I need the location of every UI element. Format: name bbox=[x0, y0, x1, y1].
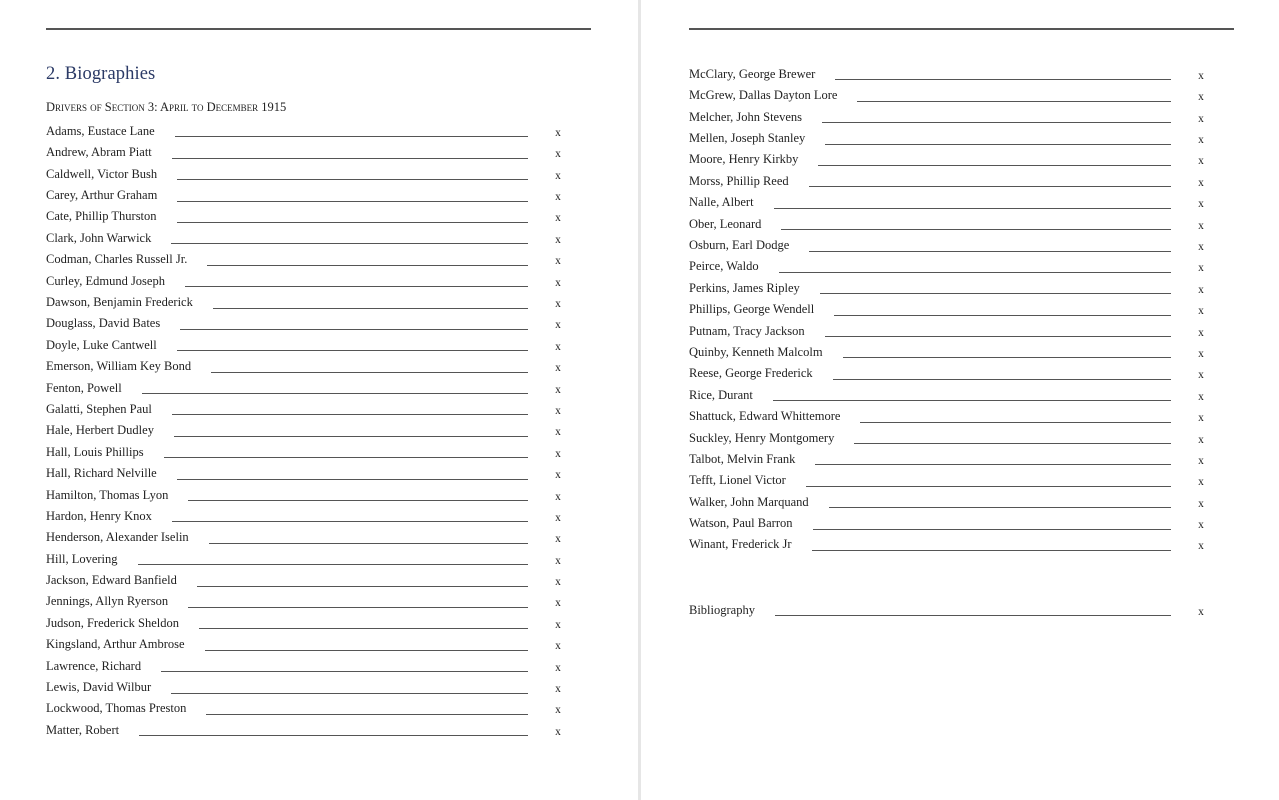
toc-entry[interactable] bbox=[689, 491, 1219, 512]
leader-line bbox=[177, 350, 528, 351]
toc-entry-page: x bbox=[555, 511, 561, 524]
toc-entry-name: Carey, Arthur Graham bbox=[46, 188, 158, 203]
leader-line bbox=[174, 436, 528, 437]
toc-entry-name: Melcher, John Stevens bbox=[689, 109, 803, 124]
toc-entry-name: Osburn, Earl Dodge bbox=[689, 238, 790, 253]
toc-entry[interactable] bbox=[689, 448, 1219, 469]
toc-entry-name: Peirce, Waldo bbox=[689, 259, 759, 274]
leader-line bbox=[779, 272, 1171, 273]
leader-line bbox=[188, 500, 528, 501]
toc-entry-page: x bbox=[555, 126, 561, 139]
leader-line bbox=[818, 165, 1171, 166]
toc-entry-name: Emerson, William Key Bond bbox=[46, 359, 192, 374]
toc-entry-page: x bbox=[1198, 198, 1204, 211]
leader-line bbox=[175, 136, 528, 137]
toc-entry-name: Lewis, David Wilbur bbox=[46, 680, 152, 695]
toc-entry-page: x bbox=[1198, 155, 1204, 168]
toc-entry-name: Nalle, Albert bbox=[689, 195, 754, 210]
toc-entry[interactable] bbox=[46, 419, 576, 440]
top-rule bbox=[689, 28, 1234, 30]
toc-entry-name: Hill, Lovering bbox=[46, 551, 118, 566]
toc-entry-page: x bbox=[1198, 519, 1204, 532]
toc-entry-name: Doyle, Luke Cantwell bbox=[46, 337, 157, 352]
leader-line bbox=[180, 329, 528, 330]
toc-entry-name: Quinby, Kenneth Malcolm bbox=[689, 344, 823, 359]
toc-entry[interactable] bbox=[689, 149, 1219, 170]
toc-entry-page: x bbox=[1198, 454, 1204, 467]
toc-entry-page: x bbox=[555, 683, 561, 696]
leader-line bbox=[185, 286, 528, 287]
leader-line bbox=[138, 564, 528, 565]
toc-entry[interactable] bbox=[46, 484, 576, 505]
toc-entry-name: Hall, Louis Phillips bbox=[46, 444, 144, 459]
toc-entry[interactable] bbox=[689, 234, 1219, 255]
toc-entry[interactable] bbox=[46, 313, 576, 334]
toc-entry-name: Jackson, Edward Banfield bbox=[46, 573, 177, 588]
toc-entry-name: Caldwell, Victor Bush bbox=[46, 166, 158, 181]
leader-line bbox=[822, 122, 1171, 123]
toc-entry[interactable] bbox=[46, 141, 576, 162]
toc-entry-bibliography[interactable] bbox=[689, 599, 1219, 620]
toc-entry[interactable] bbox=[689, 106, 1219, 127]
toc-entry[interactable] bbox=[46, 719, 576, 740]
leader-line bbox=[164, 457, 528, 458]
toc-entry-name: Matter, Robert bbox=[46, 722, 120, 737]
toc-entry-name: Putnam, Tracy Jackson bbox=[689, 323, 805, 338]
toc-entry-name: Lawrence, Richard bbox=[46, 658, 142, 673]
toc-entry[interactable] bbox=[689, 384, 1219, 405]
toc-entry[interactable] bbox=[689, 341, 1219, 362]
toc-entry[interactable] bbox=[689, 63, 1219, 84]
leader-line bbox=[209, 543, 528, 544]
toc-entry-name: Fenton, Powell bbox=[46, 380, 122, 395]
toc-entry[interactable] bbox=[46, 655, 576, 676]
leader-line bbox=[860, 422, 1171, 423]
leader-line bbox=[835, 79, 1171, 80]
toc-entry-page: x bbox=[1198, 112, 1204, 125]
toc-entry[interactable] bbox=[46, 206, 576, 227]
toc-entry-name: Bibliography bbox=[689, 602, 755, 617]
toc-entry-page: x bbox=[1198, 497, 1204, 510]
toc-entry-page: x bbox=[555, 298, 561, 311]
toc-entry-name: Galatti, Stephen Paul bbox=[46, 401, 152, 416]
toc-entry[interactable] bbox=[689, 534, 1219, 555]
toc-entry-page: x bbox=[1198, 176, 1204, 189]
toc-entry-page: x bbox=[1198, 91, 1204, 104]
section-title[interactable]: 2. Biographies bbox=[46, 64, 156, 84]
left-page bbox=[0, 0, 638, 800]
toc-entry-page: x bbox=[1198, 540, 1204, 553]
leader-line bbox=[205, 650, 528, 651]
toc-entry-name: Talbot, Melvin Frank bbox=[689, 451, 796, 466]
toc-entry[interactable] bbox=[689, 512, 1219, 533]
toc-entry-page: x bbox=[555, 490, 561, 503]
toc-entry[interactable] bbox=[46, 462, 576, 483]
leader-line bbox=[806, 486, 1171, 487]
toc-entry-list bbox=[689, 63, 1219, 555]
leader-line bbox=[825, 336, 1171, 337]
toc-entry-page: x bbox=[555, 212, 561, 225]
toc-entry-name: Andrew, Abram Piatt bbox=[46, 145, 152, 160]
toc-entry[interactable] bbox=[46, 698, 576, 719]
toc-entry-page: x bbox=[1198, 134, 1204, 147]
leader-line bbox=[139, 735, 528, 736]
leader-line bbox=[177, 179, 528, 180]
section-subheading: Drivers of Section 3: April to December 1915 bbox=[46, 100, 287, 114]
toc-entry-page: x bbox=[1198, 326, 1204, 339]
toc-entry-page: x bbox=[1198, 283, 1204, 296]
toc-entry-name: Douglass, David Bates bbox=[46, 316, 161, 331]
toc-entry-name: Kingsland, Arthur Ambrose bbox=[46, 637, 185, 652]
toc-entry-page: x bbox=[555, 169, 561, 182]
toc-entry[interactable] bbox=[46, 377, 576, 398]
toc-entry-page: x bbox=[555, 725, 561, 738]
leader-line bbox=[177, 201, 528, 202]
leader-line bbox=[171, 693, 528, 694]
toc-entry[interactable] bbox=[689, 213, 1219, 234]
toc-entry[interactable] bbox=[689, 277, 1219, 298]
toc-entry[interactable] bbox=[46, 248, 576, 269]
leader-line bbox=[172, 414, 528, 415]
toc-entry[interactable] bbox=[689, 191, 1219, 212]
toc-entry-name: Adams, Eustace Lane bbox=[46, 123, 155, 138]
toc-entry-page: x bbox=[555, 404, 561, 417]
toc-entry-page: x bbox=[555, 383, 561, 396]
toc-entry[interactable] bbox=[46, 569, 576, 590]
toc-entry-name: Rice, Durant bbox=[689, 387, 753, 402]
toc-entry[interactable] bbox=[46, 548, 576, 569]
leader-line bbox=[854, 443, 1171, 444]
toc-entry-name: Curley, Edmund Joseph bbox=[46, 273, 165, 288]
toc-entry-name: Reese, George Frederick bbox=[689, 366, 813, 381]
toc-entry-name: Winant, Frederick Jr bbox=[689, 537, 792, 552]
toc-entry-page: x bbox=[1198, 262, 1204, 275]
toc-entry[interactable] bbox=[46, 334, 576, 355]
toc-entry[interactable] bbox=[46, 355, 576, 376]
leader-line bbox=[177, 479, 528, 480]
toc-entry-page: x bbox=[555, 704, 561, 717]
leader-line bbox=[812, 550, 1171, 551]
leader-line bbox=[825, 144, 1171, 145]
toc-entry-name: Henderson, Alexander Iselin bbox=[46, 530, 189, 545]
leader-line bbox=[773, 400, 1171, 401]
toc-entry-name: Moore, Henry Kirkby bbox=[689, 152, 799, 167]
toc-entry[interactable] bbox=[46, 398, 576, 419]
leader-line bbox=[197, 586, 528, 587]
leader-line bbox=[820, 293, 1171, 294]
toc-entry-name: Codman, Charles Russell Jr. bbox=[46, 252, 188, 267]
toc-entry-page: x bbox=[555, 276, 561, 289]
toc-entry[interactable] bbox=[46, 441, 576, 462]
toc-entry-name: Suckley, Henry Montgomery bbox=[689, 430, 835, 445]
toc-entry[interactable] bbox=[689, 320, 1219, 341]
toc-entry-name: Dawson, Benjamin Frederick bbox=[46, 295, 193, 310]
leader-line bbox=[781, 229, 1171, 230]
toc-entry-name: Shattuck, Edward Whittemore bbox=[689, 409, 841, 424]
toc-entry-page: x bbox=[555, 148, 561, 161]
toc-entry[interactable] bbox=[46, 270, 576, 291]
toc-entry-page: x bbox=[555, 618, 561, 631]
leader-line bbox=[843, 357, 1171, 358]
leader-line bbox=[774, 208, 1171, 209]
toc-entry-page: x bbox=[555, 469, 561, 482]
toc-entry-name: Morss, Phillip Reed bbox=[689, 173, 789, 188]
toc-entry-name: Hardon, Henry Knox bbox=[46, 508, 152, 523]
toc-entry-name: Hall, Richard Nelville bbox=[46, 466, 157, 481]
toc-entry-page: x bbox=[555, 340, 561, 353]
leader-line bbox=[172, 521, 528, 522]
leader-line bbox=[775, 615, 1171, 616]
toc-entry[interactable] bbox=[689, 127, 1219, 148]
leader-line bbox=[206, 714, 528, 715]
toc-entry-page: x bbox=[1198, 219, 1204, 232]
leader-line bbox=[142, 393, 528, 394]
toc-entry-page: x bbox=[555, 362, 561, 375]
toc-entry-page: x bbox=[555, 426, 561, 439]
toc-entry[interactable] bbox=[46, 227, 576, 248]
leader-line bbox=[809, 251, 1171, 252]
leader-line bbox=[815, 464, 1171, 465]
toc-entry-page: x bbox=[1198, 305, 1204, 318]
toc-entry-page: x bbox=[1198, 390, 1204, 403]
toc-entry[interactable] bbox=[46, 184, 576, 205]
leader-line bbox=[161, 671, 528, 672]
toc-entry-page: x bbox=[1198, 433, 1204, 446]
leader-line bbox=[834, 315, 1171, 316]
toc-entry[interactable] bbox=[689, 298, 1219, 319]
toc-entry[interactable] bbox=[689, 469, 1219, 490]
leader-line bbox=[211, 372, 528, 373]
toc-entry-page: x bbox=[555, 447, 561, 460]
toc-entry-name: McGrew, Dallas Dayton Lore bbox=[689, 88, 838, 103]
leader-line bbox=[813, 529, 1172, 530]
top-rule bbox=[46, 28, 591, 30]
toc-entry-page: x bbox=[555, 233, 561, 246]
toc-entry-page: x bbox=[1198, 476, 1204, 489]
toc-entry[interactable] bbox=[46, 163, 576, 184]
toc-entry-name: Mellen, Joseph Stanley bbox=[689, 131, 806, 146]
toc-entry-name: Perkins, James Ripley bbox=[689, 280, 800, 295]
leader-line bbox=[171, 243, 528, 244]
toc-entry-name: Clark, John Warwick bbox=[46, 230, 152, 245]
toc-entry[interactable] bbox=[689, 256, 1219, 277]
toc-entry[interactable] bbox=[689, 84, 1219, 105]
leader-line bbox=[809, 186, 1171, 187]
toc-entry-page: x bbox=[555, 554, 561, 567]
leader-line bbox=[833, 379, 1171, 380]
toc-entry-name: Lockwood, Thomas Preston bbox=[46, 701, 187, 716]
toc-entry[interactable] bbox=[689, 427, 1219, 448]
toc-entry[interactable] bbox=[46, 120, 576, 141]
toc-entry[interactable] bbox=[46, 676, 576, 697]
toc-entry[interactable] bbox=[46, 505, 576, 526]
toc-entry[interactable] bbox=[689, 405, 1219, 426]
toc-entry-name: Cate, Phillip Thurston bbox=[46, 209, 157, 224]
right-page bbox=[641, 0, 1279, 800]
leader-line bbox=[857, 101, 1171, 102]
toc-entry-name: Jennings, Allyn Ryerson bbox=[46, 594, 169, 609]
toc-entry-page: x bbox=[1198, 605, 1204, 618]
leader-line bbox=[829, 507, 1171, 508]
toc-entry-name: Ober, Leonard bbox=[689, 216, 762, 231]
toc-entry-name: Hale, Herbert Dudley bbox=[46, 423, 154, 438]
toc-entry-page: x bbox=[555, 661, 561, 674]
leader-line bbox=[213, 308, 528, 309]
toc-entry[interactable] bbox=[46, 526, 576, 547]
toc-entry-page: x bbox=[555, 191, 561, 204]
toc-entry-name: Judson, Frederick Sheldon bbox=[46, 615, 179, 630]
toc-entry-name: Tefft, Lionel Victor bbox=[689, 473, 786, 488]
toc-entry[interactable] bbox=[46, 633, 576, 654]
toc-entry[interactable] bbox=[46, 591, 576, 612]
leader-line bbox=[177, 222, 528, 223]
toc-entry-page: x bbox=[1198, 347, 1204, 360]
toc-entry-page: x bbox=[1198, 369, 1204, 382]
toc-entry-page: x bbox=[555, 319, 561, 332]
toc-entry[interactable] bbox=[689, 170, 1219, 191]
toc-entry[interactable] bbox=[46, 612, 576, 633]
toc-entry[interactable] bbox=[46, 291, 576, 312]
toc-entry-page: x bbox=[1198, 241, 1204, 254]
leader-line bbox=[172, 158, 528, 159]
toc-entry-name: Hamilton, Thomas Lyon bbox=[46, 487, 169, 502]
toc-entry-list bbox=[46, 120, 576, 740]
toc-entry-name: Walker, John Marquand bbox=[689, 494, 809, 509]
toc-entry-page: x bbox=[555, 640, 561, 653]
toc-entry-page: x bbox=[555, 576, 561, 589]
leader-line bbox=[207, 265, 528, 266]
toc-entry-page: x bbox=[1198, 69, 1204, 82]
leader-line bbox=[199, 628, 528, 629]
toc-entry[interactable] bbox=[689, 362, 1219, 383]
toc-entry-name: Watson, Paul Barron bbox=[689, 516, 793, 531]
leader-line bbox=[188, 607, 528, 608]
toc-entry-page: x bbox=[555, 255, 561, 268]
toc-entry-name: Phillips, George Wendell bbox=[689, 302, 815, 317]
toc-entry-page: x bbox=[555, 533, 561, 546]
toc-entry-name: McClary, George Brewer bbox=[689, 66, 816, 81]
toc-entry-page: x bbox=[1198, 412, 1204, 425]
toc-entry-page: x bbox=[555, 597, 561, 610]
